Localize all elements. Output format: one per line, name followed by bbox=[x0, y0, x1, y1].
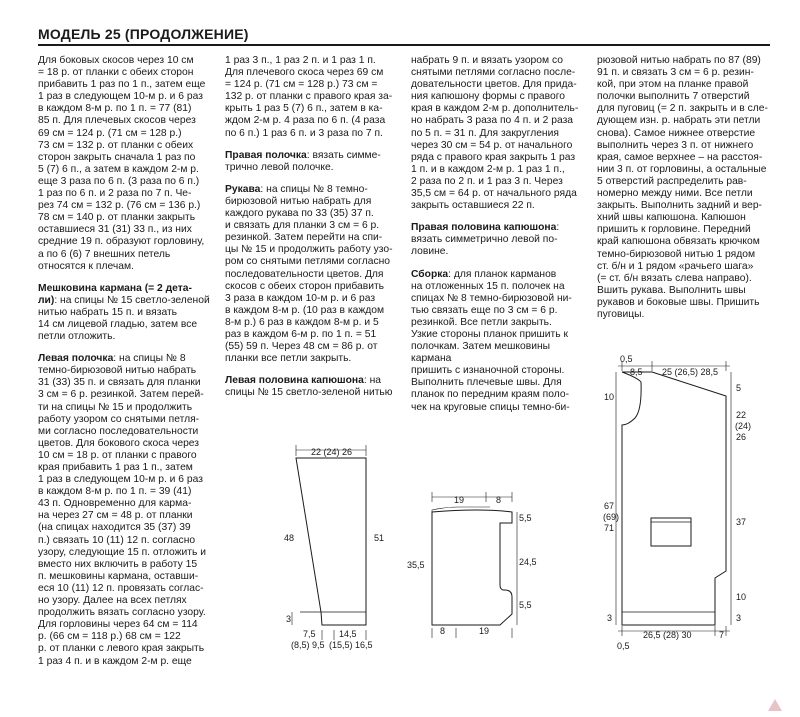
front-right37-label: 37 bbox=[736, 517, 747, 527]
front-right5-label: 5 bbox=[736, 383, 742, 393]
heading-left-hood: Левая половина капюшона bbox=[225, 375, 364, 387]
paragraph-assembly: Сборка: для планок карманов на отложенных 15 п. полочек на спицах № 8 темно-бирюзовой ни- тью связать еще по 3 см = 6 р. резинкой. Все петли закрыть. Узкие стороны планок пришить к полочкам. Затем мешковины кармана пришить с изнаночной стороны. Выполнить плечевые швы. Для планок по передним краям поло- чек на круговые спицы темно-би- bbox=[411, 268, 572, 413]
sleeve-bottom2b: (15,5) 16,5 bbox=[329, 640, 373, 650]
heading-sleeves: Рукава bbox=[225, 183, 261, 195]
page-title: МОДЕЛЬ 25 (ПРОДОЛЖЕНИЕ) bbox=[38, 26, 249, 42]
sleeve-schematic bbox=[292, 445, 366, 640]
sleeve-left-label: 48 bbox=[284, 533, 295, 543]
front-right22a: 22 bbox=[736, 410, 747, 420]
front-top2-label: 25 (26,5) 28,5 bbox=[662, 367, 719, 377]
paragraph-left-front: Левая полочка: на спицы № 8 темно-бирюзовой нитью набрать 31 (33) 35 п. и связать для планки 3 см = 6 р. резинкой. Затем перей- ти на спицы № 15 и продолжить работу узором со снятыми петля- ми согласно последовательности цветов. Для бокового скоса через 10 см = 18 р. от планки с правого края прибавить 1 раз 1 п., затем 1 раз в следующем 10-м р. и 6 раз в каждом 8-м р. по 1 п. = 39 (41) 43 п. Одновременно для карма- на через 27 см = 48 р. от планки (на спицах находится 35 (37) 39 п.) связать 10 (11) 12 п. согласно узору, следующие 15 п. отложить и вместо них включить в работу 15 п. мешковины кармана, оставши- еся 10 (11) 12 п. провязать соглас- но узору. Далее на всех петлях продолжить вязать согласно узору. Для горловины через 64 см = 114 р. (66 см = 118 р.) 68 см = 122 р. от планки с левого края закрыть 1 раз 4 п. и в каждом 2-м р. еще bbox=[38, 353, 206, 667]
hood-right3-label: 5,5 bbox=[519, 600, 532, 610]
front-left3-label: 3 bbox=[607, 613, 613, 623]
paragraph-left-hood-cont: набрать 9 п. и вязать узором со снятыми петлями согласно после- довательности цветов. Для прида- ния капюшону формы с правого края в каждом 2-м р. дополнитель- но набрать 3 раза по 4 п. и 2 раза по 5 п. = 31 п. Для закругления через 30 см = 54 р. от начального ряда с правого края закрыть 1 раз 1 п. и в каждом 2-м р. 1 раз 1 п., 2 раза по 2 п. и 1 раз 3 п. Через 35,5 см = 64 р. от начального ряда закрыть оставшиеся 22 п. bbox=[411, 55, 579, 212]
heading-pocket-lining: Мешковина кармана (= 2 дета- ли) bbox=[38, 282, 192, 306]
heading-assembly: Сборка bbox=[411, 268, 449, 280]
sleeve-bottom2a: 14,5 bbox=[339, 629, 357, 639]
paragraph-assembly-cont: рюзовой нитью набрать по 87 (89) 91 п. и связать 3 см = 6 р. резин- кой, при этом на планке правой полочки выполнить 7 отверстий для пуговиц (= 2 п. закрыть и в сле- дующем изн. р. набрать эти петли снова). Самое нижнее отверстие выполнить через 3 п. от нижнего края, самое верхнее – на расстоя- нии 3 п. от горловины, а остальные 5 отверстий распределить рав- номерно между ними. Все петли закрыть. Выполнить задний и вер- хний швы капюшона. Капюшон пришить к горловине. Передний край капюшона обвязать крючком темно-бирюзовой нитью 1 рядом ст. б/н и 1 рядом «рачьего шага» (= ст. б/н вязать слева направо). Вшить рукава. Выполнить швы рукавов и боковые швы. Пришить пуговицы. bbox=[597, 55, 768, 320]
paragraph-side-shoulder: Для боковых скосов через 10 см = 18 р. от планки с обеих сторон прибавить 1 раз по 1 п., затем еще 1 раз в следующем 10-м р. и 6 раз в каждом 8-м р. по 1 п. = 77 (81) 85 п. Для плечевых скосов через 69 см = 124 р. (71 см = 128 р.) 73 см = 132 р. от планки с обеих сторон закрыть сначала 1 раз по 5 (7) 6 п., а затем в каждом 2-м р. еще 3 раза по 6 п. (3 раза по 6 п.) 1 раз по 6 п. и 2 раза по 7 п. Че- рез 74 см = 132 р. (76 см = 136 р.) 78 см = 140 р. от планки закрыть оставшиеся 31 (31) 33 п., из них средние 19 п. образуют горловину, а по 6 (6) 7 внешних петель относятся к плечам. bbox=[38, 55, 206, 272]
front-top0-label: 0,5 bbox=[620, 354, 633, 364]
paragraph-pocket-lining: Мешковина кармана (= 2 дета- ли): на спицы № 15 светло-зеленой нитью набрать 15 п. и вязать 14 см лицевой гладью, затем все петли отложить. bbox=[38, 282, 210, 343]
hood-top1-label: 19 bbox=[454, 495, 465, 505]
paragraph-left-hood: Левая половина капюшона: на спицы № 15 светло-зеленой нитью bbox=[225, 375, 393, 399]
paragraph-right-front: Правая полочка: вязать симме- трично левой полочке. bbox=[225, 149, 381, 173]
hood-bottom2-label: 19 bbox=[479, 626, 490, 636]
front-left67c: 71 bbox=[604, 523, 615, 533]
front-left67a: 67 bbox=[604, 501, 615, 511]
paragraph-left-front-cont: 1 раз 3 п., 1 раз 2 п. и 1 раз 1 п. Для плечевого скоса через 69 см = 124 р. (71 см = 128 р.) 73 см = 132 р. от планки с правого края за- крыть 1 раз 5 (7) 6 п., затем в ка- ждом 2-м р. 4 раза по 6 п. (4 раза по 6 п.) 1 раз 6 п. и 3 раза по 7 п. bbox=[225, 55, 393, 139]
front-right10-label: 10 bbox=[736, 592, 747, 602]
hood-outline bbox=[432, 510, 512, 625]
paragraph-sleeves: Рукава: на спицы № 8 темно- бирюзовой нитью набрать для каждого рукава по 33 (35) 37 п. и связать для планки 3 см = 6 р. резинкой. Затем перейти на спи- цы № 15 и продолжить работу узо- ром со снятыми петлями согласно последовательности цветов. Для скосов с обеих сторон прибавить 3 раза в каждом 10-м р. и 6 раз в каждом 8-м р. (10 раз в каждом 8-м р.) 6 раз в каждом 8-м р. и 5 раз в каждом 6-м р. по 1 п. = 51 (55) 59 п. Через 48 см = 86 р. от планки все петли закрыть. bbox=[225, 183, 393, 365]
corner-mark-icon bbox=[768, 699, 782, 711]
sleeve-right-label: 51 bbox=[374, 533, 385, 543]
front-bottom2-label: 7 bbox=[719, 630, 725, 640]
front-right22c: 26 bbox=[736, 432, 747, 442]
sleeve-outline bbox=[296, 458, 366, 625]
hood-top2-label: 8 bbox=[496, 495, 502, 505]
paragraph-right-hood: Правая половина капюшона: вязать симметрично левой по- ловине. bbox=[411, 222, 560, 258]
sleeve-top-label: 22 (24) 26 bbox=[311, 447, 353, 457]
sleeve-cuff-label: 3 bbox=[286, 614, 292, 624]
heading-right-front: Правая полочка bbox=[225, 149, 307, 161]
front-bottom1-label: 26,5 (28) 30 bbox=[643, 630, 692, 640]
front-left67b: (69) bbox=[603, 512, 620, 522]
hood-left-label: 35,5 bbox=[407, 560, 425, 570]
front-left10-label: 10 bbox=[604, 392, 615, 402]
hood-bottom1-label: 8 bbox=[440, 626, 446, 636]
sleeve-bottom1a: 7,5 bbox=[303, 629, 316, 639]
front-right22b: (24) bbox=[735, 421, 752, 431]
hood-schematic bbox=[432, 492, 517, 638]
front-bottom0-label: 0,5 bbox=[617, 641, 630, 651]
front-outline bbox=[622, 372, 726, 625]
heading-right-hood: Правая половина капюшона bbox=[411, 222, 557, 234]
front-right3-label: 3 bbox=[736, 613, 742, 623]
hood-right2-label: 24,5 bbox=[519, 557, 537, 567]
heading-left-front: Левая полочка bbox=[38, 353, 114, 365]
hood-right1-label: 5,5 bbox=[519, 513, 532, 523]
front-schematic bbox=[616, 361, 731, 636]
front-top1-label: 8,5 bbox=[630, 367, 643, 377]
sleeve-bottom1b: (8,5) 9,5 bbox=[291, 640, 325, 650]
